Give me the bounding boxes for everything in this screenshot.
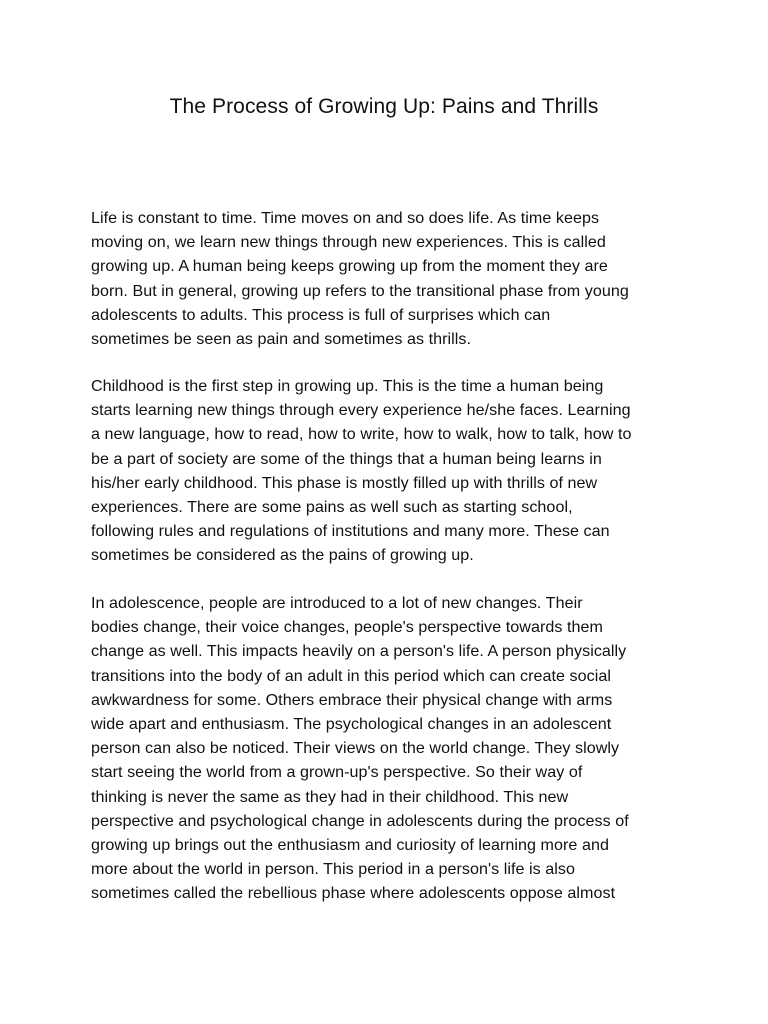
paragraph-line: sometimes called the rebellious phase where adolescents oppose almost	[91, 884, 616, 903]
paragraph-intro	[91, 206, 691, 351]
paragraph-line: starts learning new things through every experience he/she faces. Learning	[91, 401, 631, 420]
paragraph-line: be a part of society are some of the things that a human being learns in	[91, 449, 602, 468]
paragraph-line: experiences. There are some pains as well such as starting school,	[91, 497, 573, 516]
paragraph-line: growing up. A human being keeps growing up from the moment they are	[91, 257, 608, 276]
paragraph-line: bodies change, their voice changes, people's perspective towards them	[91, 618, 603, 637]
paragraph-line: change as well. This impacts heavily on a person's life. A person physically	[91, 642, 627, 661]
paragraph-line: more about the world in person. This period in a person's life is also	[91, 860, 575, 879]
paragraph-line: sometimes be considered as the pains of growing up.	[91, 546, 474, 565]
paragraph-line: person can also be noticed. Their views on the world change. They slowly	[91, 739, 620, 758]
paragraph-line: Life is constant to time. Time moves on and so does life. As time keeps	[91, 209, 600, 227]
paragraph-line: In adolescence, people are introduced to a lot of new changes. Their	[91, 594, 583, 612]
paragraph-line: awkwardness for some. Others embrace their physical change with arms	[91, 690, 613, 709]
paragraph-line: transitions into the body of an adult in this period which can create social	[91, 666, 611, 685]
paragraph-line: his/her early childhood. This phase is mostly filled up with thrills of new	[91, 473, 598, 492]
paragraph-childhood	[91, 374, 691, 568]
paragraph-line: born. But in general, growing up refers to the transitional phase from young	[91, 281, 629, 300]
page-title: The Process of Growing Up: Pains and Thrills	[169, 95, 599, 118]
paragraph-line: moving on, we learn new things through new experiences. This is called	[91, 233, 606, 252]
paragraph-line: Childhood is the first step in growing up. This is the time a human being	[91, 377, 604, 395]
paragraph-line: wide apart and enthusiasm. The psychological changes in an adolescent	[91, 714, 612, 733]
paragraph-line: following rules and regulations of institutions and many more. These can	[91, 522, 610, 541]
paragraph-adolescence	[91, 591, 691, 905]
paragraph-line: sometimes be seen as pain and sometimes as thrills.	[91, 329, 472, 348]
paragraph-line: start seeing the world from a grown-up's perspective. So their way of	[91, 763, 583, 782]
paragraph-line: growing up brings out the enthusiasm and curiosity of learning more and	[91, 835, 609, 854]
paragraph-line: adolescents to adults. This process is full of surprises which can	[91, 305, 551, 324]
paragraph-line: thinking is never the same as they had in their childhood. This new	[91, 787, 569, 806]
paragraph-line: perspective and psychological change in adolescents during the process of	[91, 811, 629, 830]
paragraph-line: a new language, how to read, how to write, how to walk, how to talk, how to	[91, 425, 632, 444]
